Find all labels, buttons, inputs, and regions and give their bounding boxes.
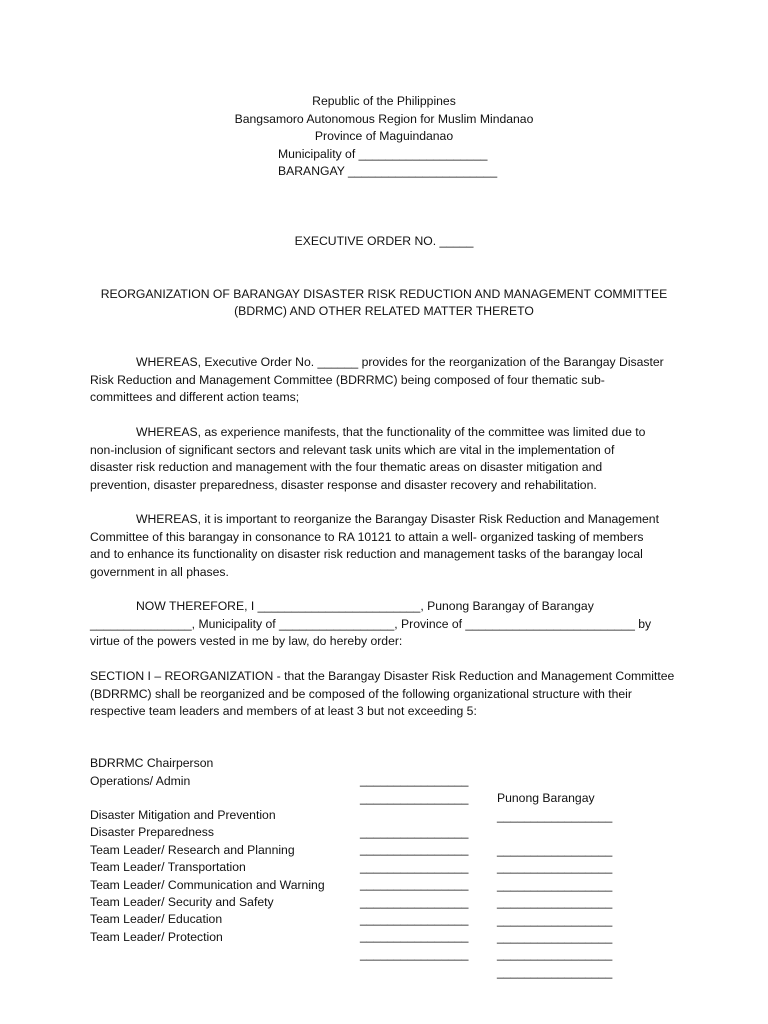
header-province: Province of Maguindanao — [314, 129, 454, 143]
paragraph-line: prevention, disaster preparedness, disaster response and disaster recovery and rehabilitation. — [90, 477, 597, 492]
org-role: Team Leader/ Education — [90, 911, 223, 926]
section-1-reorganization — [90, 668, 675, 721]
org-member-blank: _________________ — [497, 859, 613, 874]
org-member: Punong Barangay — [497, 790, 595, 805]
org-member-blank: _________________ — [497, 964, 613, 979]
paragraph-line: respective team leaders and members of at least 3 but not exceeding 5: — [90, 704, 477, 718]
org-name-blank: ________________ — [360, 773, 469, 787]
paragraph-line: NOW THEREFORE, I ________________________, Punong Barangay of Barangay — [136, 599, 594, 613]
header-republic: Republic of the Philippines — [312, 94, 456, 108]
paragraph-line: Committee of this barangay in consonance to RA 10121 to attain a well- organized tasking of members — [90, 529, 644, 544]
org-member-blank: _________________ — [497, 912, 613, 927]
org-name-blank: ________________ — [360, 825, 469, 839]
org-role: Disaster Preparedness — [90, 824, 214, 839]
paragraph-line: WHEREAS, it is important to reorganize the Barangay Disaster Risk Reduction and Management — [136, 512, 659, 526]
org-name-blank: ________________ — [360, 895, 469, 909]
paragraph-line: non-inclusion of significant sectors and relevant task units which are vital in the implementation of — [90, 442, 615, 457]
executive-order-number: EXECUTIVE ORDER NO. _____ — [294, 234, 474, 248]
org-member-blank: _________________ — [497, 946, 613, 961]
org-role: Team Leader/ Transportation — [90, 859, 246, 874]
paragraph-line: WHEREAS, as experience manifests, that the functionality of the committee was limited due to — [136, 425, 646, 439]
org-member-blank: _________________ — [497, 894, 613, 909]
org-role: Team Leader/ Communication and Warning — [90, 877, 325, 892]
org-role: Team Leader/ Research and Planning — [90, 842, 295, 857]
whereas-clause-3 — [90, 511, 668, 581]
header-region: Bangsamoro Autonomous Region for Muslim Mindanao — [234, 112, 534, 126]
org-name-blank: ________________ — [360, 947, 469, 961]
org-role: Operations/ Admin — [90, 773, 191, 788]
paragraph-line: committees and different action teams; — [90, 390, 300, 404]
org-role: Team Leader/ Protection — [90, 929, 223, 944]
order-title-line-2: (BDRMC) AND OTHER RELATED MATTER THERETO — [234, 304, 534, 318]
header-barangay: BARANGAY ______________________ — [278, 164, 498, 178]
org-role: Team Leader/ Security and Safety — [90, 894, 274, 909]
whereas-clause-1 — [90, 354, 668, 407]
org-member-blank: _________________ — [497, 929, 613, 944]
org-name-blank: ________________ — [360, 929, 469, 943]
org-name-blank: ________________ — [360, 860, 469, 874]
paragraph-line: _______________, Municipality of _________________, Province of _________________________ by — [90, 616, 652, 631]
paragraph-line: government in all phases. — [90, 564, 229, 579]
paragraph-line: SECTION I – REORGANIZATION - that the Barangay Disaster Risk Reduction and Management Committee — [90, 669, 675, 683]
paragraph-line: and to enhance its functionality on disaster risk reduction and management tasks of the barangay local — [90, 547, 643, 561]
whereas-clause-2 — [90, 424, 668, 494]
now-therefore-clause — [90, 598, 668, 651]
paragraph-line: disaster risk reduction and management with the four thematic areas on disaster mitigation and — [90, 460, 603, 474]
org-member-blank: _________________ — [497, 808, 613, 823]
org-row-protection — [90, 911, 650, 979]
paragraph-line: (BDRRMC) shall be reorganized and be composed of the following organizational structure with their — [90, 686, 632, 701]
org-name-blank: ________________ — [360, 791, 469, 805]
paragraph-line: WHEREAS, Executive Order No. ______ provides for the reorganization of the Barangay Disaster — [136, 355, 664, 369]
header-municipality: Municipality of ___________________ — [278, 147, 488, 161]
org-role: Disaster Mitigation and Prevention — [90, 807, 276, 822]
order-title-line-1: REORGANIZATION OF BARANGAY DISASTER RISK REDUCTION AND MANAGEMENT COMMITTEE — [100, 287, 668, 301]
paragraph-line: Risk Reduction and Management Committee (BDRRMC) being composed of four thematic sub- — [90, 372, 605, 387]
org-role: BDRRMC Chairperson — [90, 755, 214, 770]
org-member-blank: _________________ — [497, 877, 613, 892]
org-name-blank: ________________ — [360, 912, 469, 926]
paragraph-line: virtue of the powers vested in me by law, do hereby order: — [90, 634, 403, 648]
org-name-blank: ________________ — [360, 842, 469, 856]
org-name-blank: ________________ — [360, 877, 469, 891]
org-member-blank: _________________ — [497, 842, 613, 857]
